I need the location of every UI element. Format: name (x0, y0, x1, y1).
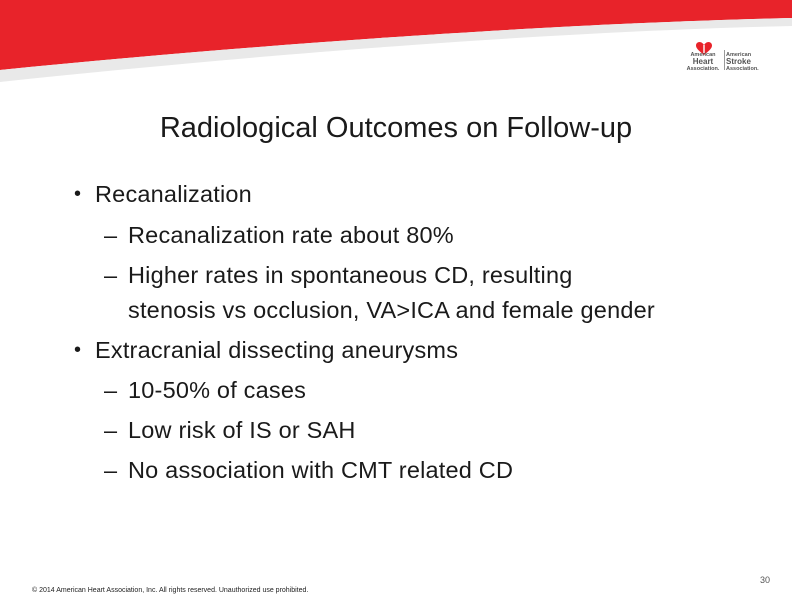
header-banner (0, 0, 792, 110)
sub-bullet-low-risk: Low risk of IS or SAH (128, 417, 356, 443)
dash-marker: – (104, 417, 118, 443)
dash-marker: – (104, 222, 118, 248)
dash-marker: – (104, 457, 118, 483)
slide-title: Radiological Outcomes on Follow-up (159, 112, 633, 144)
aha-line-2: Heart (692, 57, 714, 66)
bullet-recanalization: Recanalization (95, 181, 252, 207)
aha-line-3: Association. (686, 66, 720, 72)
sub-bullet-cases: 10-50% of cases (128, 377, 307, 403)
copyright-footer: © 2014 American Heart Association, Inc. All rights reserved. Unauthorized use prohibited. (32, 587, 309, 594)
asa-line-3: Association. (726, 66, 759, 72)
bullet-marker: • (74, 183, 82, 205)
asa-line-2: Stroke (726, 57, 751, 66)
aha-logo-text (684, 52, 722, 72)
aha-asa-logo (678, 46, 788, 76)
logo-separator (724, 50, 725, 70)
page-number: 30 (759, 575, 770, 585)
sub-bullet-higher-rates-cont: stenosis vs occlusion, VA>ICA and female gender (128, 297, 655, 323)
asa-logo-text (726, 52, 782, 72)
asa-line-1: American (726, 52, 752, 58)
dash-marker: – (104, 262, 118, 288)
sub-bullet-higher-rates: Higher rates in spontaneous CD, resulting (128, 262, 573, 288)
bullet-marker: • (74, 339, 82, 361)
dash-marker: – (104, 377, 118, 403)
sub-bullet-rate: Recanalization rate about 80% (128, 222, 454, 248)
aha-line-1: American (690, 52, 716, 58)
bullet-aneurysms: Extracranial dissecting aneurysms (95, 337, 459, 363)
sub-bullet-no-association: No association with CMT related CD (128, 457, 514, 483)
